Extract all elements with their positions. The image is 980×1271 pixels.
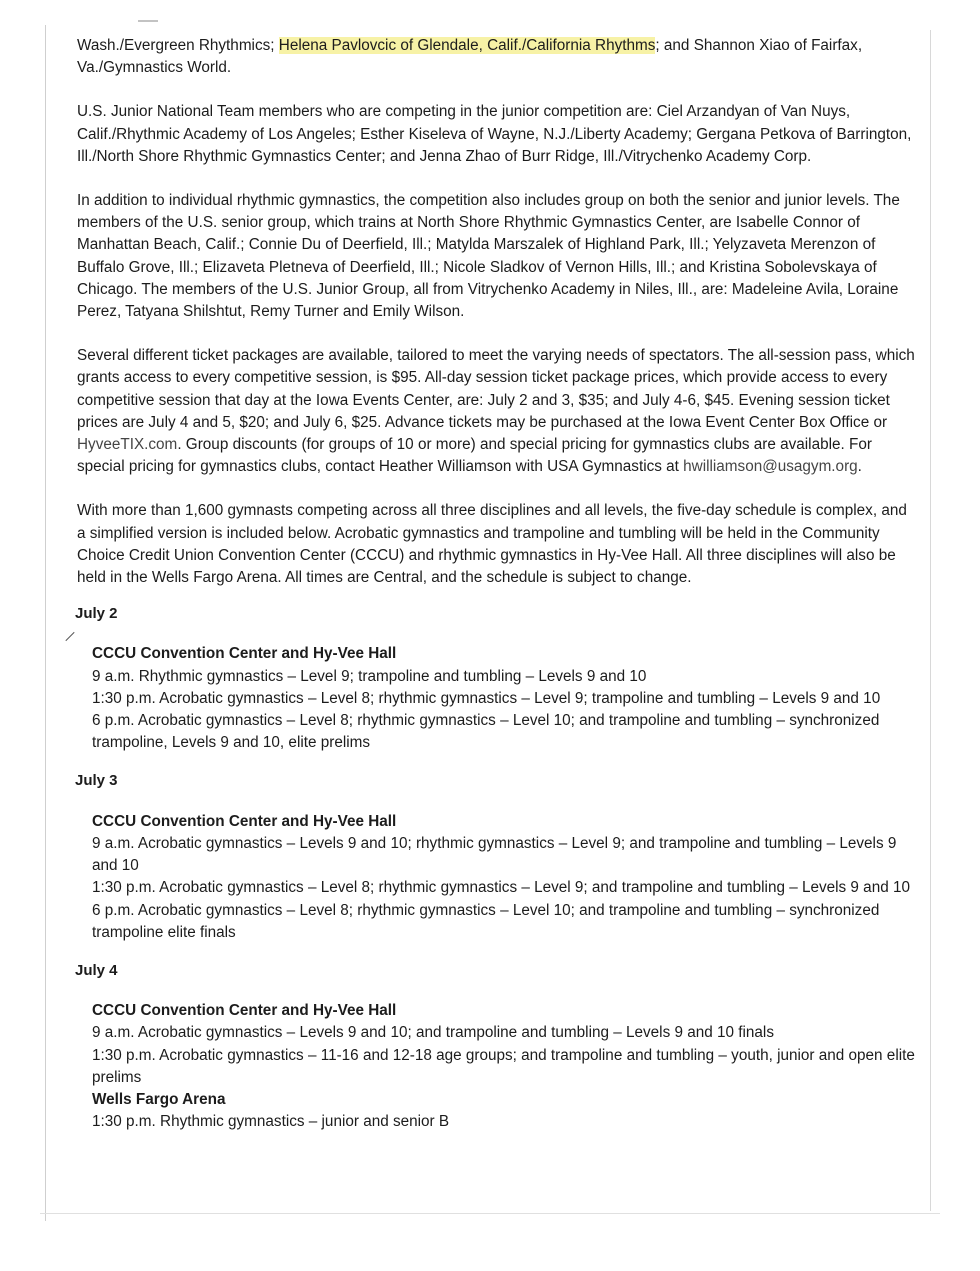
schedule	[77, 603, 917, 1133]
text-span: .	[857, 458, 862, 476]
schedule-entry: 9 a.m. Acrobatic gymnastics – Levels 9 and 10; rhythmic gymnastics – Level 9; and trampoline and tumbling – Levels 9 and 10	[92, 834, 897, 875]
paragraph-groups: In addition to individual rhythmic gymnastics, the competition also includes group on both the senior and junior levels. The members of the U.S. senior group, which trains at North Shore Rhythmic Gymnastics Center, are Isabelle Connor of Manhattan Beach, Calif.; Connie Du of Deerfield, Ill.; Matylda Marszalek of Highland Park, Ill.; Yelyzaveta Merenzon of Buffalo Grove, Ill.; Elizaveta Pletneva of Deerfield, Ill.; Nicole Sladkov of Vernon Hills, Ill.; and Kristina Sobolevskaya of Chicago. The members of the U.S. Junior Group, all from Vitrychenko Academy in Niles, Ill., are: Madeleine Avila, Loraine Perez, Tatyana Shilshtut, Remy Turner and Emily Wilson.	[77, 192, 900, 321]
schedule-entry: 1:30 p.m. Rhythmic gymnastics – junior and senior B	[92, 1113, 450, 1131]
schedule-entry: 1:30 p.m. Acrobatic gymnastics – Level 8; rhythmic gymnastics – Level 9; trampoline and tumbling – Levels 9 and 10	[92, 689, 881, 707]
pen-scribble	[138, 20, 158, 22]
schedule-entry: 6 p.m. Acrobatic gymnastics – Level 8; rhythmic gymnastics – Level 10; and trampoline and tumbling – synchronized trampoline elite finals	[92, 901, 880, 941]
venue-heading: CCCU Convention Center and Hy-Vee Hall	[92, 645, 397, 663]
text-span: Wash./Evergreen Rhythmics;	[77, 37, 279, 54]
venue-heading: CCCU Convention Center and Hy-Vee Hall	[92, 812, 397, 830]
venue-block	[77, 811, 917, 944]
venue-heading: Wells Fargo Arena	[92, 1090, 226, 1108]
schedule-entry: 1:30 p.m. Acrobatic gymnastics – 11-16 and 12-18 age groups; and trampoline and tumbling – youth, junior and open elite prelims	[92, 1046, 915, 1086]
paragraph-tickets	[77, 345, 917, 478]
email-link[interactable]: hwilliamson@usagym.org	[683, 458, 858, 476]
scan-edge-left	[45, 25, 46, 1221]
schedule-entry: 9 a.m. Acrobatic gymnastics – Levels 9 and 10; and trampoline and tumbling – Levels 9 and 10 finals	[92, 1024, 774, 1042]
highlighted-text: Helena Pavlovcic of Glendale, Calif./California Rhythms	[278, 37, 656, 54]
paragraph-junior-team: U.S. Junior National Team members who are competing in the junior competition are: Ciel Arzandyan of Van Nuys, Calif./Rhythmic Academy of Los Angeles; Esther Kiseleva of Wayne, N.J./Liberty Academy; Gergana Petkova of Barrington, Ill./North Shore Rhythmic Gymnastics Center; and Jenna Zhao of Burr Ridge, Ill./Vitrychenko Academy Corp.	[77, 103, 912, 165]
schedule-entry: 6 p.m. Acrobatic gymnastics – Level 8; rhythmic gymnastics – Level 10; and trampoline and tumbling – synchronized trampoline, Levels 9 and 10, elite prelims	[92, 712, 880, 752]
hyveetix-link[interactable]: HyveeTIX.com	[77, 436, 178, 454]
paragraph-senior-team-continued	[77, 35, 917, 79]
document-body	[77, 35, 917, 1149]
venue-block	[77, 643, 917, 754]
text-span: ; and Shannon Xiao of Fairfax, Va./Gymnastics World.	[77, 37, 863, 77]
day-heading: July 3	[75, 772, 118, 790]
venue-heading: CCCU Convention Center and Hy-Vee Hall	[92, 1002, 397, 1020]
pen-mark	[65, 632, 74, 641]
day-heading: July 4	[75, 961, 118, 979]
scan-edge-bottom	[40, 1213, 940, 1214]
day-heading: July 2	[75, 605, 118, 623]
schedule-entry: 9 a.m. Rhythmic gymnastics – Level 9; trampoline and tumbling – Levels 9 and 10	[92, 667, 647, 685]
venue-block	[77, 1000, 917, 1133]
scan-edge-right	[930, 30, 931, 1211]
text-span: Several different ticket packages are available, tailored to meet the varying needs of spectators. The all-session pass, which grants access to every competitive session, is $95. All-day session ticket package prices, which provide access to every competitive session that day at the Iowa Events Center, are: July 2 and 3, $35; and July 4-6, $45. Evening session ticket prices are July 4 and 5, $20; and July 6, $25. Advance tickets may be purchased at the Iowa Event Center Box Office or	[77, 347, 915, 431]
paragraph-schedule-intro: With more than 1,600 gymnasts competing across all three disciplines and all levels, the five-day schedule is complex, and a simplified version is included below. Acrobatic gymnastics and trampoline and tumbling will be held in the Community Choice Credit Union Convention Center (CCCU) and rhythmic gymnastics in Hy-Vee Hall. All three disciplines will also be held in the Wells Fargo Arena. All times are Central, and the schedule is subject to change.	[77, 502, 907, 587]
schedule-entry: 1:30 p.m. Acrobatic gymnastics – Level 8; rhythmic gymnastics – Level 9; and trampoline and tumbling – Levels 9 and 10	[92, 879, 910, 897]
text-span: . Group discounts (for groups of 10 or more) and special pricing for gymnastics clubs are available. For special pricing for gymnastics clubs, contact Heather Williamson with USA Gymnastics at	[77, 436, 872, 476]
